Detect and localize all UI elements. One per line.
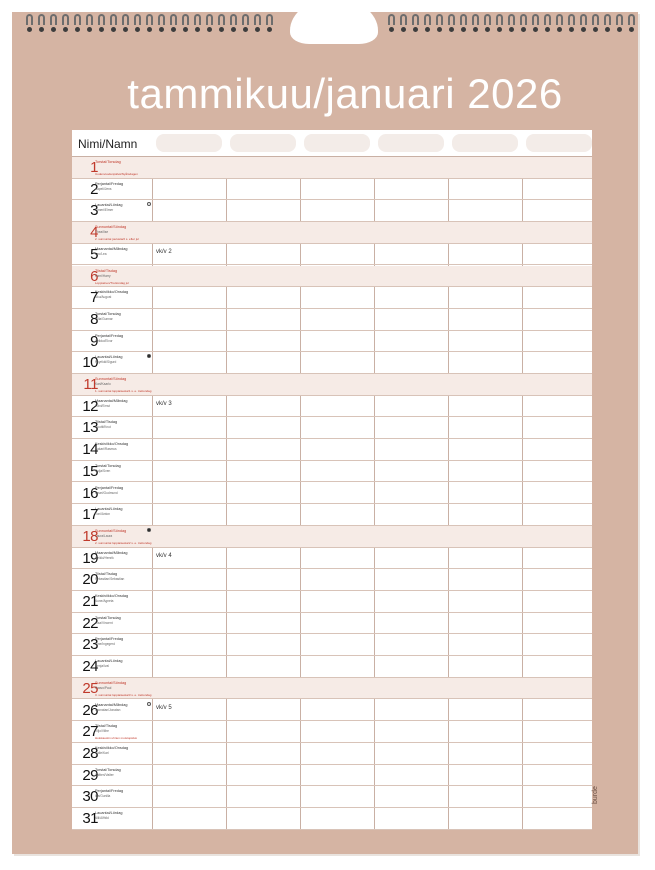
day-number: 26 [82, 701, 98, 719]
weekday-label: Keskiviikko/Onsdag [95, 442, 129, 447]
binding-ring [228, 14, 239, 34]
weekday-label: Perjantai/Fredag [95, 333, 124, 338]
name-day-label: Alli/Alfhild [95, 816, 109, 820]
day-number: 14 [82, 441, 98, 459]
binding-rings-right [386, 14, 637, 34]
holiday-note: Loppiainen/Trettondag jul [95, 280, 129, 285]
day-row[interactable] [72, 656, 592, 678]
day-number: 2 [90, 180, 98, 198]
binding-ring [240, 14, 251, 34]
binding-ring [446, 14, 457, 34]
binding-ring [530, 14, 541, 34]
binding-ring [60, 14, 71, 34]
day-row[interactable] [72, 244, 592, 266]
weekday-label: Sunnuntai/Söndag [95, 680, 127, 685]
moon-phase-icon [147, 202, 151, 206]
weekday-label: Maanantai/Måndag [95, 702, 128, 707]
weekday-label: Perjantai/Fredag [95, 181, 124, 186]
day-number: 9 [90, 332, 98, 350]
day-number: 3 [90, 202, 98, 220]
name-day-label: Sakari/Rasmus [95, 447, 117, 452]
binding-ring [216, 14, 227, 34]
weekday-label: Perjantai/Fredag [95, 789, 124, 794]
binding-ring [494, 14, 505, 34]
binding-ring [96, 14, 107, 34]
day-row[interactable] [72, 526, 592, 548]
name-day-label: Toini/Ernst [95, 403, 110, 408]
day-number: 22 [82, 614, 98, 632]
binding-ring [458, 14, 469, 34]
day-row[interactable] [72, 743, 592, 765]
binding-ring [398, 14, 409, 34]
binding-ring [566, 14, 577, 34]
binding-ring [84, 14, 95, 34]
day-number: 24 [82, 658, 98, 676]
day-number: 27 [82, 723, 98, 741]
weekday-label: Maanantai/Måndag [95, 550, 128, 555]
member-name-field[interactable] [452, 134, 518, 152]
day-row[interactable] [72, 287, 592, 309]
week-number: vk/v 3 [156, 400, 172, 407]
binding-ring [470, 14, 481, 34]
weekday-label: Tiistai/Tisdag [95, 724, 118, 729]
weekday-label: Lauantai/Lördag [95, 203, 123, 208]
binding-ring [434, 14, 445, 34]
binding-ring [144, 14, 155, 34]
weekday-label: Sunnuntai/Söndag [95, 528, 127, 533]
day-row[interactable] [72, 721, 592, 743]
binding-ring [24, 14, 35, 34]
day-number: 10 [82, 354, 98, 372]
day-row[interactable] [72, 266, 592, 288]
day-row[interactable] [72, 179, 592, 201]
moon-phase-icon [147, 354, 151, 358]
calendar-grid [72, 130, 592, 830]
day-number: 12 [82, 397, 98, 415]
binding-ring [410, 14, 421, 34]
name-day-label: Nyyrikki/Sigurd [95, 360, 117, 365]
binding-ring [72, 14, 83, 34]
week-number: vk/v 2 [156, 248, 172, 255]
member-name-field[interactable] [526, 134, 592, 152]
day-number: 13 [82, 419, 98, 437]
day-number: 30 [82, 788, 98, 806]
day-number: 18 [82, 527, 98, 545]
binding-ring [614, 14, 625, 34]
member-name-field[interactable] [156, 134, 222, 152]
day-number: 5 [90, 245, 98, 263]
name-day-label: Thea/Ilse [95, 230, 109, 235]
name-day-label: Solja/Sven [95, 468, 111, 473]
weekday-label: Lauantai/Lördag [95, 659, 123, 664]
member-name-field[interactable] [230, 134, 296, 152]
day-row[interactable] [72, 613, 592, 635]
day-row[interactable] [72, 417, 592, 439]
holiday-note: Holokaustin uhrien muistopäivä [95, 736, 137, 741]
day-number: 31 [82, 810, 98, 827]
binding-ring [48, 14, 59, 34]
day-number: 29 [82, 766, 98, 784]
name-day-label: Hilla/Gunnar [95, 316, 113, 321]
binding-ring [506, 14, 517, 34]
name-day-label: Leo/Lea [95, 251, 107, 256]
weekday-label: Maanantai/Måndag [95, 398, 128, 403]
day-number: 1 [90, 159, 98, 176]
day-row[interactable] [72, 439, 592, 461]
name-day-label: Aune/Agneta [95, 599, 114, 603]
day-row[interactable] [72, 396, 592, 418]
weekday-label: Perjantai/Fredag [95, 485, 124, 490]
hanger-hook [290, 0, 378, 44]
name-day-label: Heikki/Henrik [95, 555, 114, 560]
binding-ring [386, 14, 397, 34]
name-day-label: Visa/Vincent [95, 620, 113, 625]
binding-ring [108, 14, 119, 34]
name-day-label: Kalle/Karl [95, 750, 109, 755]
binding-ring [252, 14, 263, 34]
day-number: 19 [82, 549, 98, 567]
weekday-label: Keskiviikko/Onsdag [95, 290, 129, 295]
page-title: tammikuu/januari 2026 [127, 70, 563, 117]
day-row[interactable] [72, 808, 592, 830]
binding-ring [264, 14, 275, 34]
name-day-label: Elmeri/Elmer [95, 208, 114, 213]
week-number: vk/v 4 [156, 552, 172, 559]
weekday-label: Tiistai/Tisdag [95, 268, 118, 273]
day-row[interactable] [72, 700, 592, 722]
day-number: 8 [90, 310, 98, 328]
day-number: 28 [82, 744, 98, 762]
name-day-label: Nuutti/Knut [95, 425, 111, 430]
moon-phase-icon [147, 528, 151, 532]
binding-ring [168, 14, 179, 34]
binding-ring [518, 14, 529, 34]
holiday-note: 2. sunnuntai joulusta/2 s. efter jul [95, 237, 139, 242]
binding-ring [578, 14, 589, 34]
day-row[interactable] [72, 548, 592, 570]
week-number: vk/v 5 [156, 704, 172, 711]
name-day-label: Toni/Anton [95, 512, 111, 517]
holiday-note: Uudenvuodenpäivä/Nyårsdagen [95, 172, 138, 176]
weekday-label: Torstai/Torsdag [95, 160, 121, 164]
name-day-label: Aku/August [95, 295, 112, 300]
day-row[interactable] [72, 483, 592, 505]
binding-ring [554, 14, 565, 34]
name-day-label: Ilmari/Gudmund [95, 490, 118, 495]
day-row[interactable] [72, 461, 592, 483]
holiday-note: 1. sunnuntai loppiaisesta/1 s. e. trettondag [95, 389, 152, 393]
day-row[interactable] [72, 222, 592, 244]
day-number: 4 [90, 224, 98, 242]
name-day-label: Harri/Harry [95, 273, 111, 278]
weekday-label: Sunnuntai/Söndag [95, 225, 127, 230]
member-name-field[interactable] [304, 134, 370, 152]
day-number: 20 [82, 571, 98, 589]
day-number: 15 [82, 462, 98, 480]
holiday-note: 2. sunnuntai loppiaisesta/2 s. e. trettondag [95, 540, 152, 545]
binding-ring [204, 14, 215, 34]
day-number: 21 [82, 593, 98, 610]
binding-ring [626, 14, 637, 34]
day-row[interactable] [72, 309, 592, 331]
weekday-label: Torstai/Torsdag [95, 767, 121, 772]
name-day-label: Viljo/Vilhe [95, 729, 109, 734]
day-number: 6 [90, 267, 98, 285]
day-row[interactable] [72, 678, 592, 700]
binding-rings-left [24, 14, 275, 34]
day-row[interactable] [72, 331, 592, 353]
binding-ring [132, 14, 143, 34]
name-day-label: Sebastian/Sebastian [95, 577, 125, 582]
day-number: 25 [82, 679, 98, 697]
name-day-label: Aapeli/Jens [95, 186, 112, 191]
binding-ring [542, 14, 553, 34]
weekday-label: Lauantai/Lördag [95, 811, 123, 815]
day-number: 23 [82, 636, 98, 654]
member-name-field[interactable] [378, 134, 444, 152]
name-day-label: Eine/Ingegerd [95, 642, 115, 647]
binding-ring [156, 14, 167, 34]
binding-ring [590, 14, 601, 34]
day-row[interactable] [72, 569, 592, 591]
day-row[interactable] [72, 352, 592, 374]
brand-logo: burde [592, 786, 599, 804]
name-day-label: Laura/Laura [95, 533, 113, 538]
holiday-note: 3. sunnuntai loppiaisesta/3 s. e. trettondag [95, 692, 152, 697]
day-row[interactable] [72, 765, 592, 787]
weekday-label: Lauantai/Lördag [95, 355, 123, 360]
weekday-label: Torstai/Torsdag [95, 311, 121, 316]
binding-ring [120, 14, 131, 34]
day-row[interactable] [72, 504, 592, 526]
day-number: 7 [90, 289, 98, 307]
weekday-label: Maanantai/Måndag [95, 246, 128, 251]
day-row[interactable] [72, 591, 592, 613]
weekday-label: Keskiviikko/Onsdag [95, 594, 129, 598]
weekday-label: Keskiviikko/Onsdag [95, 745, 129, 750]
binding-ring [422, 14, 433, 34]
name-day-label: Senja/Ival [95, 664, 109, 669]
weekday-label: Torstai/Torsdag [95, 615, 121, 620]
name-day-label: Kari/Kaarlo [95, 382, 111, 386]
day-row[interactable] [72, 634, 592, 656]
name-day-label: Irja/Gunilla [95, 794, 111, 799]
grid-header [72, 130, 592, 157]
binding-ring [482, 14, 493, 34]
name-day-label: Joonatan/Jonatan [95, 707, 121, 712]
day-number: 11 [83, 376, 98, 393]
day-row[interactable] [72, 200, 592, 222]
name-day-label: Valtteri/Valter [95, 772, 114, 777]
day-number: 16 [82, 484, 98, 502]
weekday-label: Tiistai/Tisdag [95, 572, 118, 577]
binding-ring [180, 14, 191, 34]
binding-ring [192, 14, 203, 34]
day-row[interactable] [72, 374, 592, 396]
binding-ring [36, 14, 47, 34]
day-row[interactable] [72, 157, 592, 179]
name-day-label: Veikko/Elvor [95, 338, 113, 343]
weekday-label: Sunnuntai/Söndag [95, 377, 127, 381]
weekday-label: Tiistai/Tisdag [95, 420, 118, 425]
weekday-label: Lauantai/Lördag [95, 507, 123, 512]
weekday-label: Torstai/Torsdag [95, 463, 121, 468]
binding-ring [602, 14, 613, 34]
moon-phase-icon [147, 702, 151, 706]
weekday-label: Perjantai/Fredag [95, 637, 124, 642]
day-number: 17 [82, 506, 98, 524]
name-day-label: Paavo/Paul [95, 685, 112, 690]
day-row[interactable] [72, 786, 592, 808]
name-column-label: Nimi/Namn [78, 137, 138, 151]
